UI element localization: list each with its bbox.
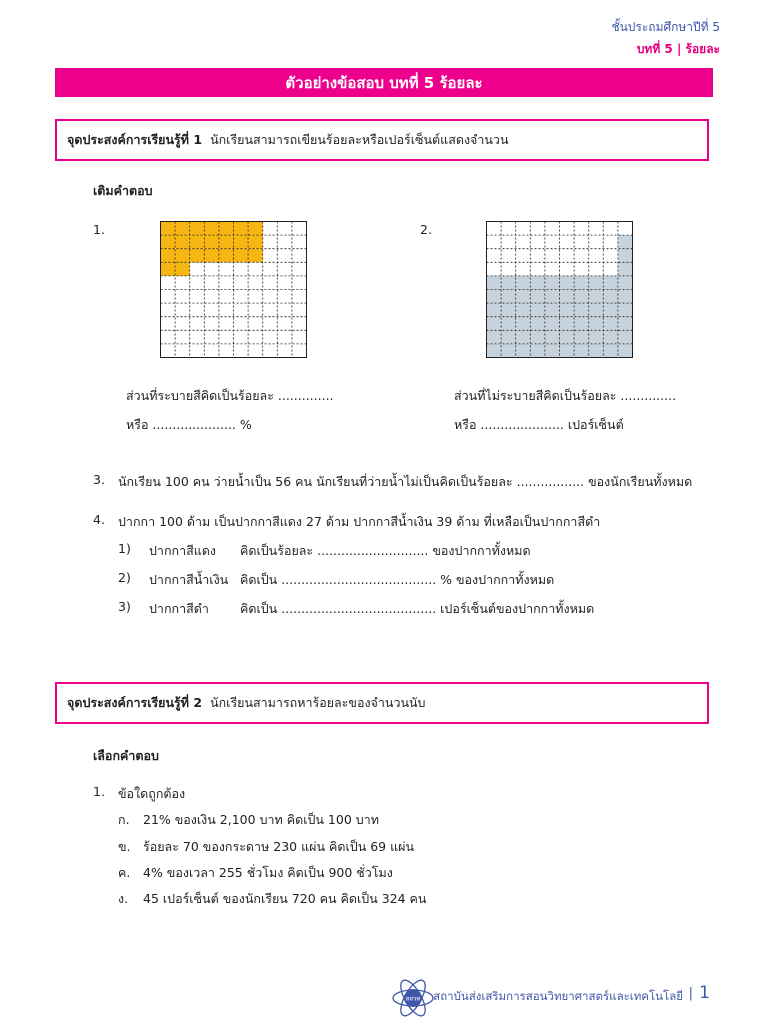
grid-cell-shaded (560, 317, 575, 331)
q2-word-line: หรือ ..................... เปอร์เซ็นต์ (454, 417, 624, 432)
grid-cell-shaded (618, 276, 633, 290)
objective-2-label: จุดประสงค์การเรียนรู้ที่ 2 (67, 695, 203, 710)
grid-cell-shaded (501, 290, 516, 304)
grid-cell-shaded (487, 317, 502, 331)
grid-cell-shaded (530, 303, 545, 317)
grid-cell-shaded (560, 344, 575, 358)
grid-cell-shaded (574, 303, 589, 317)
grid-cell-shaded (501, 344, 516, 358)
grid-cell-shaded (516, 290, 531, 304)
grid-cell-shaded (545, 344, 560, 358)
grid-cell-shaded (589, 330, 604, 344)
grid-cell-shaded (175, 222, 190, 236)
grid-cell-shaded (618, 249, 633, 263)
grid-cell-shaded (618, 303, 633, 317)
grid-cell-shaded (574, 330, 589, 344)
grid-cell-shaded (560, 330, 575, 344)
q4-item-1-num: 1) (118, 541, 131, 556)
objective-2-box (55, 682, 709, 724)
grid-cell-shaded (530, 330, 545, 344)
q2-percent-line: ส่วนที่ไม่ระบายสีคิดเป็นร้อยละ .............. (454, 388, 677, 403)
grid-cell-shaded (574, 317, 589, 331)
grid-cell-shaded (501, 303, 516, 317)
grid-cell-shaded (248, 249, 263, 263)
grid-cell-shaded (603, 330, 618, 344)
grid-cell-shaded (560, 276, 575, 290)
grid-cell-shaded (603, 317, 618, 331)
q1-percent-line: ส่วนที่ระบายสีคิดเป็นร้อยละ .............. (126, 388, 334, 403)
q4-item-1-rest: คิดเป็นร้อยละ ............................ ของปากกาทั้งหมด (240, 543, 531, 558)
grid-cell-shaded (487, 276, 502, 290)
grid-cell-shaded (574, 276, 589, 290)
grid-cell-shaded (545, 276, 560, 290)
page-title: ตัวอย่างข้อสอบ บทที่ 5 ร้อยละ (55, 68, 713, 97)
grid-cell-shaded (589, 303, 604, 317)
grid-cell-shaded (545, 303, 560, 317)
q1-symbol-line: หรือ ..................... % (126, 417, 252, 432)
ipst-logo-text: สสวท (405, 995, 421, 1003)
grid-cell-shaded (545, 290, 560, 304)
q3-number: 3. (93, 472, 105, 487)
grid-cell-shaded (530, 290, 545, 304)
grid-cell-shaded (175, 249, 190, 263)
grid-cell-shaded (501, 317, 516, 331)
grid-cell-shaded (574, 344, 589, 358)
grid-cell-shaded (501, 276, 516, 290)
q4-item-2-rest: คิดเป็น ....................................... % ของปากกาทั้งหมด (240, 572, 555, 587)
grid-cell-shaded (190, 235, 205, 249)
q3-text: นักเรียน 100 คน ว่ายน้ำเป็น 56 คน นักเรียนที่ว่ายน้ำไม่เป็นคิดเป็นร้อยละ ................. ของนักเรียนทั้งหมด (118, 474, 693, 489)
grid-cell-shaded (175, 235, 190, 249)
q4-item-3-num: 3) (118, 599, 131, 614)
q4-item-2-label: ปากกาสีน้ำเงิน (149, 572, 229, 587)
q4-item-1-label: ปากกาสีแดง (149, 543, 217, 558)
q4-item-2-num: 2) (118, 570, 131, 585)
grid-cell-shaded (618, 290, 633, 304)
grid-cell-shaded (190, 222, 205, 236)
mc1-choice-1-letter: ก. (118, 812, 130, 827)
grid-cell-shaded (204, 235, 219, 249)
q4-item-3-rest: คิดเป็น ....................................... เปอร์เซ็นต์ของปากกาทั้งหมด (240, 601, 595, 616)
mc1-choice-1-text: 21% ของเงิน 2,100 บาท คิดเป็น 100 บาท (143, 812, 379, 827)
grid-cell-shaded (219, 249, 234, 263)
grid-cell-shaded (487, 344, 502, 358)
header-grade: ชั้นประถมศึกษาปีที่ 5 (611, 20, 720, 34)
mc1-question: ข้อใดถูกต้อง (118, 786, 186, 801)
mc1-number: 1. (93, 784, 105, 799)
grid-cell-shaded (161, 249, 176, 263)
mc1-choice-2-letter: ข. (118, 839, 131, 854)
grid-cell-shaded (204, 249, 219, 263)
grid-cell-shaded (516, 344, 531, 358)
q4-number: 4. (93, 512, 105, 527)
grid-cell-shaded (589, 290, 604, 304)
grid-cell-shaded (589, 276, 604, 290)
footer-institute: สถาบันส่งเสริมการสอนวิทยาศาสตร์และเทคโนโลยี (433, 989, 683, 1003)
mc1-choice-3-letter: ค. (118, 865, 131, 880)
grid-cell-shaded (530, 344, 545, 358)
objective-1-label: จุดประสงค์การเรียนรู้ที่ 1 (67, 132, 203, 147)
grid-cell-shaded (618, 344, 633, 358)
section-1-heading: เติมคำตอบ (93, 183, 153, 198)
grid-cell-shaded (603, 303, 618, 317)
page-number: 1 (699, 983, 710, 1003)
mc1-choice-2-text: ร้อยละ 70 ของกระดาษ 230 แผ่น คิดเป็น 69 แผ่น (143, 839, 415, 854)
grid-cell-shaded (219, 222, 234, 236)
mc1-choice-4-letter: ง. (118, 891, 129, 906)
grid-cell-shaded (516, 303, 531, 317)
grid-cell-shaded (618, 235, 633, 249)
grid-cell-shaded (234, 249, 249, 263)
grid-cell-shaded (487, 330, 502, 344)
header-lesson: บทที่ 5 | ร้อยละ (636, 42, 720, 56)
grid-cell-shaded (545, 317, 560, 331)
section-2-heading: เลือกคำตอบ (93, 748, 159, 763)
mc1-choice-3-text: 4% ของเวลา 255 ชั่วโมง คิดเป็น 900 ชั่วโมง (143, 865, 393, 880)
grid-cell-shaded (560, 303, 575, 317)
grid-cell-shaded (487, 303, 502, 317)
grid-cell-shaded (204, 222, 219, 236)
q4-text: ปากกา 100 ด้าม เป็นปากกาสีแดง 27 ด้าม ปากกาสีน้ำเงิน 39 ด้าม ที่เหลือเป็นปากกาสีดำ (118, 514, 601, 529)
grid-cell-shaded (248, 222, 263, 236)
grid-cell-shaded (530, 276, 545, 290)
grid-cell-shaded (487, 290, 502, 304)
footer-separator: | (688, 986, 693, 1001)
grid-cell-shaded (560, 290, 575, 304)
grid-cell-shaded (603, 276, 618, 290)
grid-cell-shaded (234, 235, 249, 249)
grid-cell-shaded (175, 262, 190, 276)
grid-cell-shaded (618, 262, 633, 276)
q2-hundred-grid (486, 221, 633, 358)
q2-number: 2. (420, 222, 432, 237)
grid-cell-shaded (161, 235, 176, 249)
grid-cell-shaded (161, 222, 176, 236)
grid-cell-shaded (618, 317, 633, 331)
q1-number: 1. (93, 222, 105, 237)
grid-cell-shaded (618, 330, 633, 344)
grid-cell-shaded (234, 222, 249, 236)
grid-cell-shaded (545, 330, 560, 344)
grid-cell-shaded (516, 330, 531, 344)
grid-cell-shaded (603, 344, 618, 358)
grid-cell-shaded (516, 276, 531, 290)
grid-cell-shaded (161, 262, 176, 276)
objective-1-box (55, 119, 709, 161)
ipst-logo-icon (390, 978, 436, 1018)
grid-cell-shaded (219, 235, 234, 249)
mc1-choice-4-text: 45 เปอร์เซ็นต์ ของนักเรียน 720 คน คิดเป็น 324 คน (143, 891, 427, 906)
grid-cell-shaded (190, 249, 205, 263)
grid-cell-shaded (589, 317, 604, 331)
objective-2-text: นักเรียนสามารถหาร้อยละของจำนวนนับ (210, 695, 426, 710)
grid-cell-shaded (603, 290, 618, 304)
grid-cell-shaded (516, 317, 531, 331)
objective-1-text: นักเรียนสามารถเขียนร้อยละหรือเปอร์เซ็นต์แสดงจำนวน (210, 132, 509, 147)
grid-cell-shaded (589, 344, 604, 358)
grid-cell-shaded (501, 330, 516, 344)
q1-hundred-grid (160, 221, 307, 358)
grid-cell-shaded (574, 290, 589, 304)
grid-cell-shaded (530, 317, 545, 331)
grid-cell-shaded (248, 235, 263, 249)
q4-item-3-label: ปากกาสีดำ (149, 601, 209, 616)
